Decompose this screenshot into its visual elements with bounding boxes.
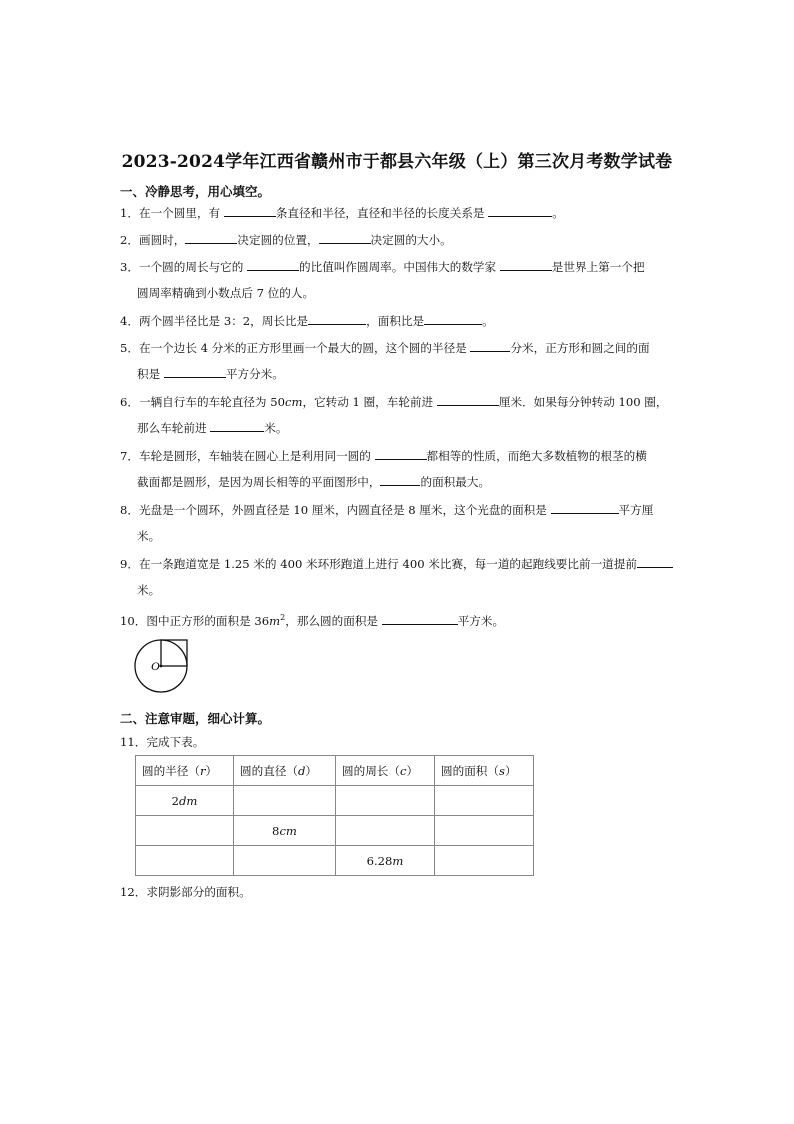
question-text: 都相等的性质，而绝大多数植物的根茎的横: [426, 449, 647, 463]
question-number: 2．: [120, 233, 139, 247]
answer-blank[interactable]: [185, 232, 237, 244]
question-text: 求阴影部分的面积。: [146, 885, 251, 899]
question-text: 两个圆半径比是 3：2，周长比是: [138, 314, 309, 328]
answer-blank[interactable]: [437, 394, 499, 406]
question-text: 米。: [137, 583, 161, 597]
section-heading-1: 一、冷静思考，用心填空。: [120, 184, 271, 199]
answer-blank[interactable]: [164, 366, 226, 378]
question-text: 的面积最大。: [420, 475, 491, 489]
unit-text: cm: [284, 395, 303, 409]
table-cell[interactable]: [336, 786, 435, 816]
question-number: 11．: [120, 735, 147, 749]
question-number: 3．: [120, 260, 139, 274]
question-number: 4．: [120, 314, 139, 328]
table-cell: 6.28m: [336, 846, 435, 876]
question-text: 是世界上第一个把: [551, 260, 645, 274]
question-text: 在一条跑道宽是 1.25 米的 400 米环形跑道上进行 400 米比赛，每一道的起跑线要比前一道提前: [138, 557, 637, 571]
answer-blank[interactable]: [224, 205, 276, 217]
answer-blank[interactable]: [375, 448, 427, 460]
question-text: 分米，正方形和圆之间的面: [510, 341, 650, 355]
answer-blank[interactable]: [551, 502, 619, 514]
question-number: 5．: [120, 341, 139, 355]
question-text: 光盘是一个圆环，外圆直径是 10 厘米，内圆直径是 8 厘米，这个光盘的面积是: [138, 503, 551, 517]
header-cell-diameter: 圆的直径（d）: [234, 756, 336, 786]
page-title: 2023-2024学年江西省赣州市于都县六年级（上）第三次月考数学试卷: [121, 152, 673, 172]
table-cell: 8cm: [234, 816, 336, 846]
question-1: [120, 200, 680, 226]
question-text: 的比值叫作圆周率。中国伟大的数学家: [299, 260, 500, 274]
question-text: 。: [482, 314, 494, 328]
header-cell-area: 圆的面积（s）: [435, 756, 534, 786]
question-2: [120, 227, 680, 253]
answer-blank[interactable]: [380, 474, 420, 486]
question-number: 1．: [120, 206, 139, 220]
question-number: 10．: [120, 613, 147, 628]
table-row: [136, 846, 534, 876]
answer-blank[interactable]: [210, 420, 264, 432]
question-text: 积是: [137, 367, 164, 381]
question-number: 12．: [120, 885, 147, 899]
question-text: 一个圆的周长与它的: [138, 260, 248, 274]
answer-blank[interactable]: [637, 556, 673, 568]
answer-blank[interactable]: [470, 340, 510, 352]
table-cell[interactable]: [336, 816, 435, 846]
answer-blank[interactable]: [424, 313, 482, 325]
table-cell[interactable]: [136, 816, 234, 846]
question-text: ，它转动 1 圈，车轮前进: [302, 395, 437, 409]
answer-blank[interactable]: [488, 205, 552, 217]
question-text: 完成下表。: [146, 735, 205, 749]
question-text: 在一个边长 4 分米的正方形里画一个最大的圆，这个圆的半径是: [138, 341, 471, 355]
question-text: 那么车轮前进: [137, 421, 211, 435]
unit-text: m: [269, 613, 281, 628]
question-9: [120, 551, 680, 603]
question-8: [120, 497, 680, 549]
center-point: [160, 665, 163, 668]
question-text: 画圆时，: [138, 233, 186, 247]
table-row: [136, 816, 534, 846]
question-4: [120, 308, 680, 334]
table-cell[interactable]: [435, 846, 534, 876]
question-text: 决定圆的大小。: [370, 233, 452, 247]
header-cell-circumference: 圆的周长（c）: [336, 756, 435, 786]
table-cell[interactable]: [136, 846, 234, 876]
question-text: 。: [552, 206, 564, 220]
question-text: ，那么圆的面积是: [285, 613, 382, 628]
table-row: [136, 786, 534, 816]
question-11: [120, 729, 680, 755]
question-text: 米。: [264, 421, 288, 435]
question-text: 图中正方形的面积是 36: [146, 613, 270, 628]
question-3: [120, 254, 680, 306]
section-heading-2: 二、注意审题，细心计算。: [120, 711, 271, 726]
center-label: O: [151, 659, 160, 673]
table-cell: 2dm: [136, 786, 234, 816]
table-header-row: [136, 756, 534, 786]
table-cell[interactable]: [234, 786, 336, 816]
question-number: 9．: [120, 557, 139, 571]
question-6: [120, 389, 680, 441]
header-cell-radius: 圆的半径（r）: [136, 756, 234, 786]
question-5: [120, 335, 680, 387]
question-text: 平方米。: [457, 613, 505, 628]
question-text: 截面都是圆形，是因为周长相等的平面图形中，: [137, 475, 381, 489]
table-cell[interactable]: [435, 786, 534, 816]
answer-blank[interactable]: [308, 313, 366, 325]
question-text: ，面积比是: [366, 314, 425, 328]
answer-blank[interactable]: [247, 259, 299, 271]
question-text: 决定圆的位置，: [237, 233, 319, 247]
question-number: 7．: [120, 449, 139, 463]
question-12: [120, 879, 680, 905]
answer-blank[interactable]: [382, 613, 458, 625]
question-10: [120, 605, 680, 634]
question-text: 平方分米。: [225, 367, 284, 381]
superscript: 2: [280, 613, 286, 622]
question-text: 在一个圆里，有: [138, 206, 224, 220]
question-text: 条直径和半径，直径和半径的长度关系是: [275, 206, 489, 220]
table-cell[interactable]: [435, 816, 534, 846]
answer-blank[interactable]: [500, 259, 552, 271]
question-7: [120, 443, 680, 495]
answer-blank[interactable]: [319, 232, 371, 244]
question-text: 车轮是圆形，车轴装在圆心上是利用同一圆的: [138, 449, 375, 463]
question-text: 厘米．如果每分钟转动 100 圈，: [498, 395, 668, 409]
table-cell[interactable]: [234, 846, 336, 876]
circle-table: [135, 755, 534, 876]
circle-square-figure: [134, 638, 194, 694]
question-text: 米。: [137, 529, 161, 543]
question-number: 8．: [120, 503, 139, 517]
question-text: 平方厘: [618, 503, 654, 517]
question-text: 圆周率精确到小数点后 7 位的人。: [137, 286, 315, 300]
question-text: 一辆自行车的车轮直径为 50: [138, 395, 285, 409]
question-number: 6．: [120, 395, 139, 409]
